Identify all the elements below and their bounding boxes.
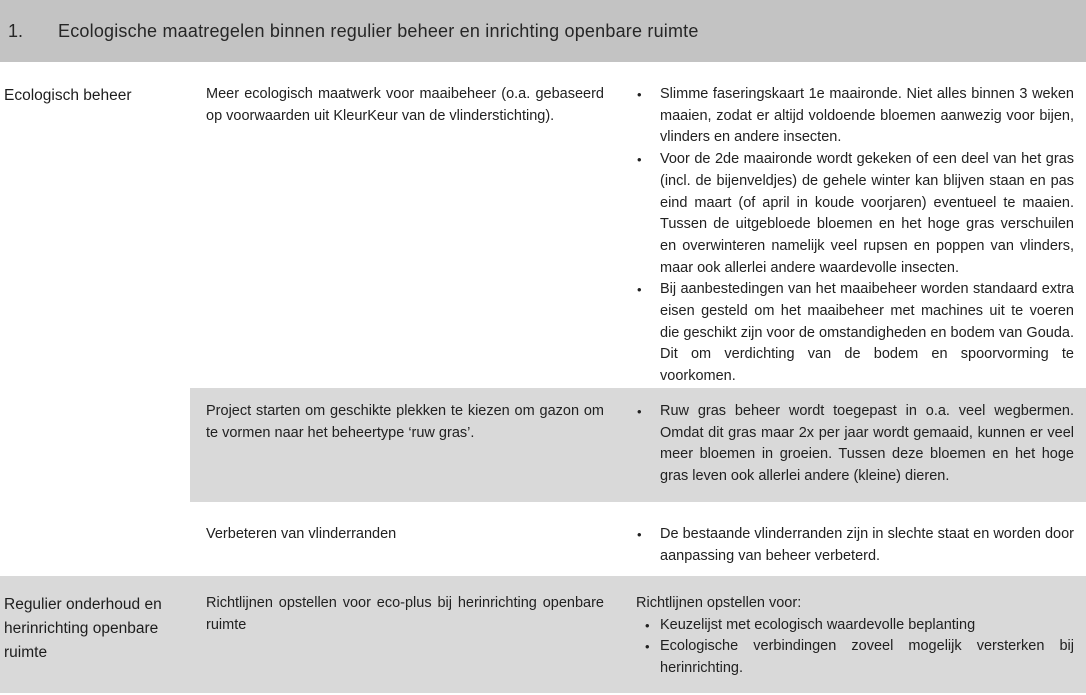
details-cell [618, 576, 1086, 693]
section-header [0, 0, 1086, 62]
measure-cell: Meer ecologisch maatwerk voor maaibeheer (o.a. gebaseerd op voorwaarden uit KleurKeur van de vlinderstichting). [206, 86, 604, 124]
bullet-item: • De bestaande vlinderranden zijn in slechte staat en worden door aanpassing van beheer verbeterd. [618, 524, 1074, 567]
measure-cell: Richtlijnen opstellen voor eco-plus bij herinrichting openbare ruimte [206, 594, 604, 633]
measure-cell: Project starten om geschikte plekken te kiezen om gazon om te vormen naar het beheertype ‘ruw gras’. [190, 388, 618, 502]
section-number: 1. [8, 20, 24, 41]
details-intro: Richtlijnen opstellen voor: [636, 594, 802, 611]
category-cell: Ecologisch beheer [4, 87, 132, 104]
bullet-item: • Ecologische verbindingen zoveel mogelijk versterken bij herinrichting. [618, 636, 1074, 679]
table-row [0, 576, 1086, 693]
details-cell [618, 388, 1086, 502]
bullet-item: • Voor de 2de maaironde wordt gekeken of een deel van het gras (incl. de bijenveldjes) de gehele winter kan blijven staan en pas eind maart (of april in koude voorjaren) eventueel te maaien. Tussen de uitgebloede bloemen en het hoge gras verschuilen en overwinteren namelijk veel rupsen en poppen van vlinders, maar ook allerlei andere waardevolle insecten. [618, 149, 1074, 279]
details-cell [618, 502, 1086, 576]
measure-cell: Verbeteren van vlinderranden [206, 525, 397, 542]
category-cell: Regulier onderhoud en herinrichting openbare ruimte [4, 595, 162, 661]
bullet-item: • Keuzelijst met ecologisch waardevolle beplanting [618, 615, 1074, 637]
table-row [0, 502, 1086, 576]
bullet-item: • Ruw gras beheer wordt toegepast in o.a. veel wegbermen. Omdat dit gras maar 2x per jaar wordt gemaaid, kunnen er veel meer bloemen in groeien. Tussen deze bloemen en het hoge gras leven ook allerlei andere (kleine) dieren. [618, 401, 1074, 488]
section-title: Ecologische maatregelen binnen regulier beheer en inrichting openbare ruimte [58, 20, 699, 41]
table-row [0, 62, 1086, 388]
table-row [0, 388, 1086, 502]
bullet-item: • Bij aanbestedingen van het maaibeheer worden standaard extra eisen gesteld om het maaibeheer met machines uit te voeren die geschikt zijn voor de omstandigheden en bodem van Gouda. Dit om verdichting van de bodem en spoorvorming te voorkomen. [618, 279, 1074, 388]
details-cell [618, 62, 1086, 388]
category-cell [0, 388, 190, 502]
bullet-item: • Slimme faseringskaart 1e maaironde. Niet alles binnen 3 weken maaien, zodat er altijd voldoende bloemen aanwezig voor bijen, vlinders en andere insecten. [618, 84, 1074, 149]
category-cell [0, 502, 190, 576]
